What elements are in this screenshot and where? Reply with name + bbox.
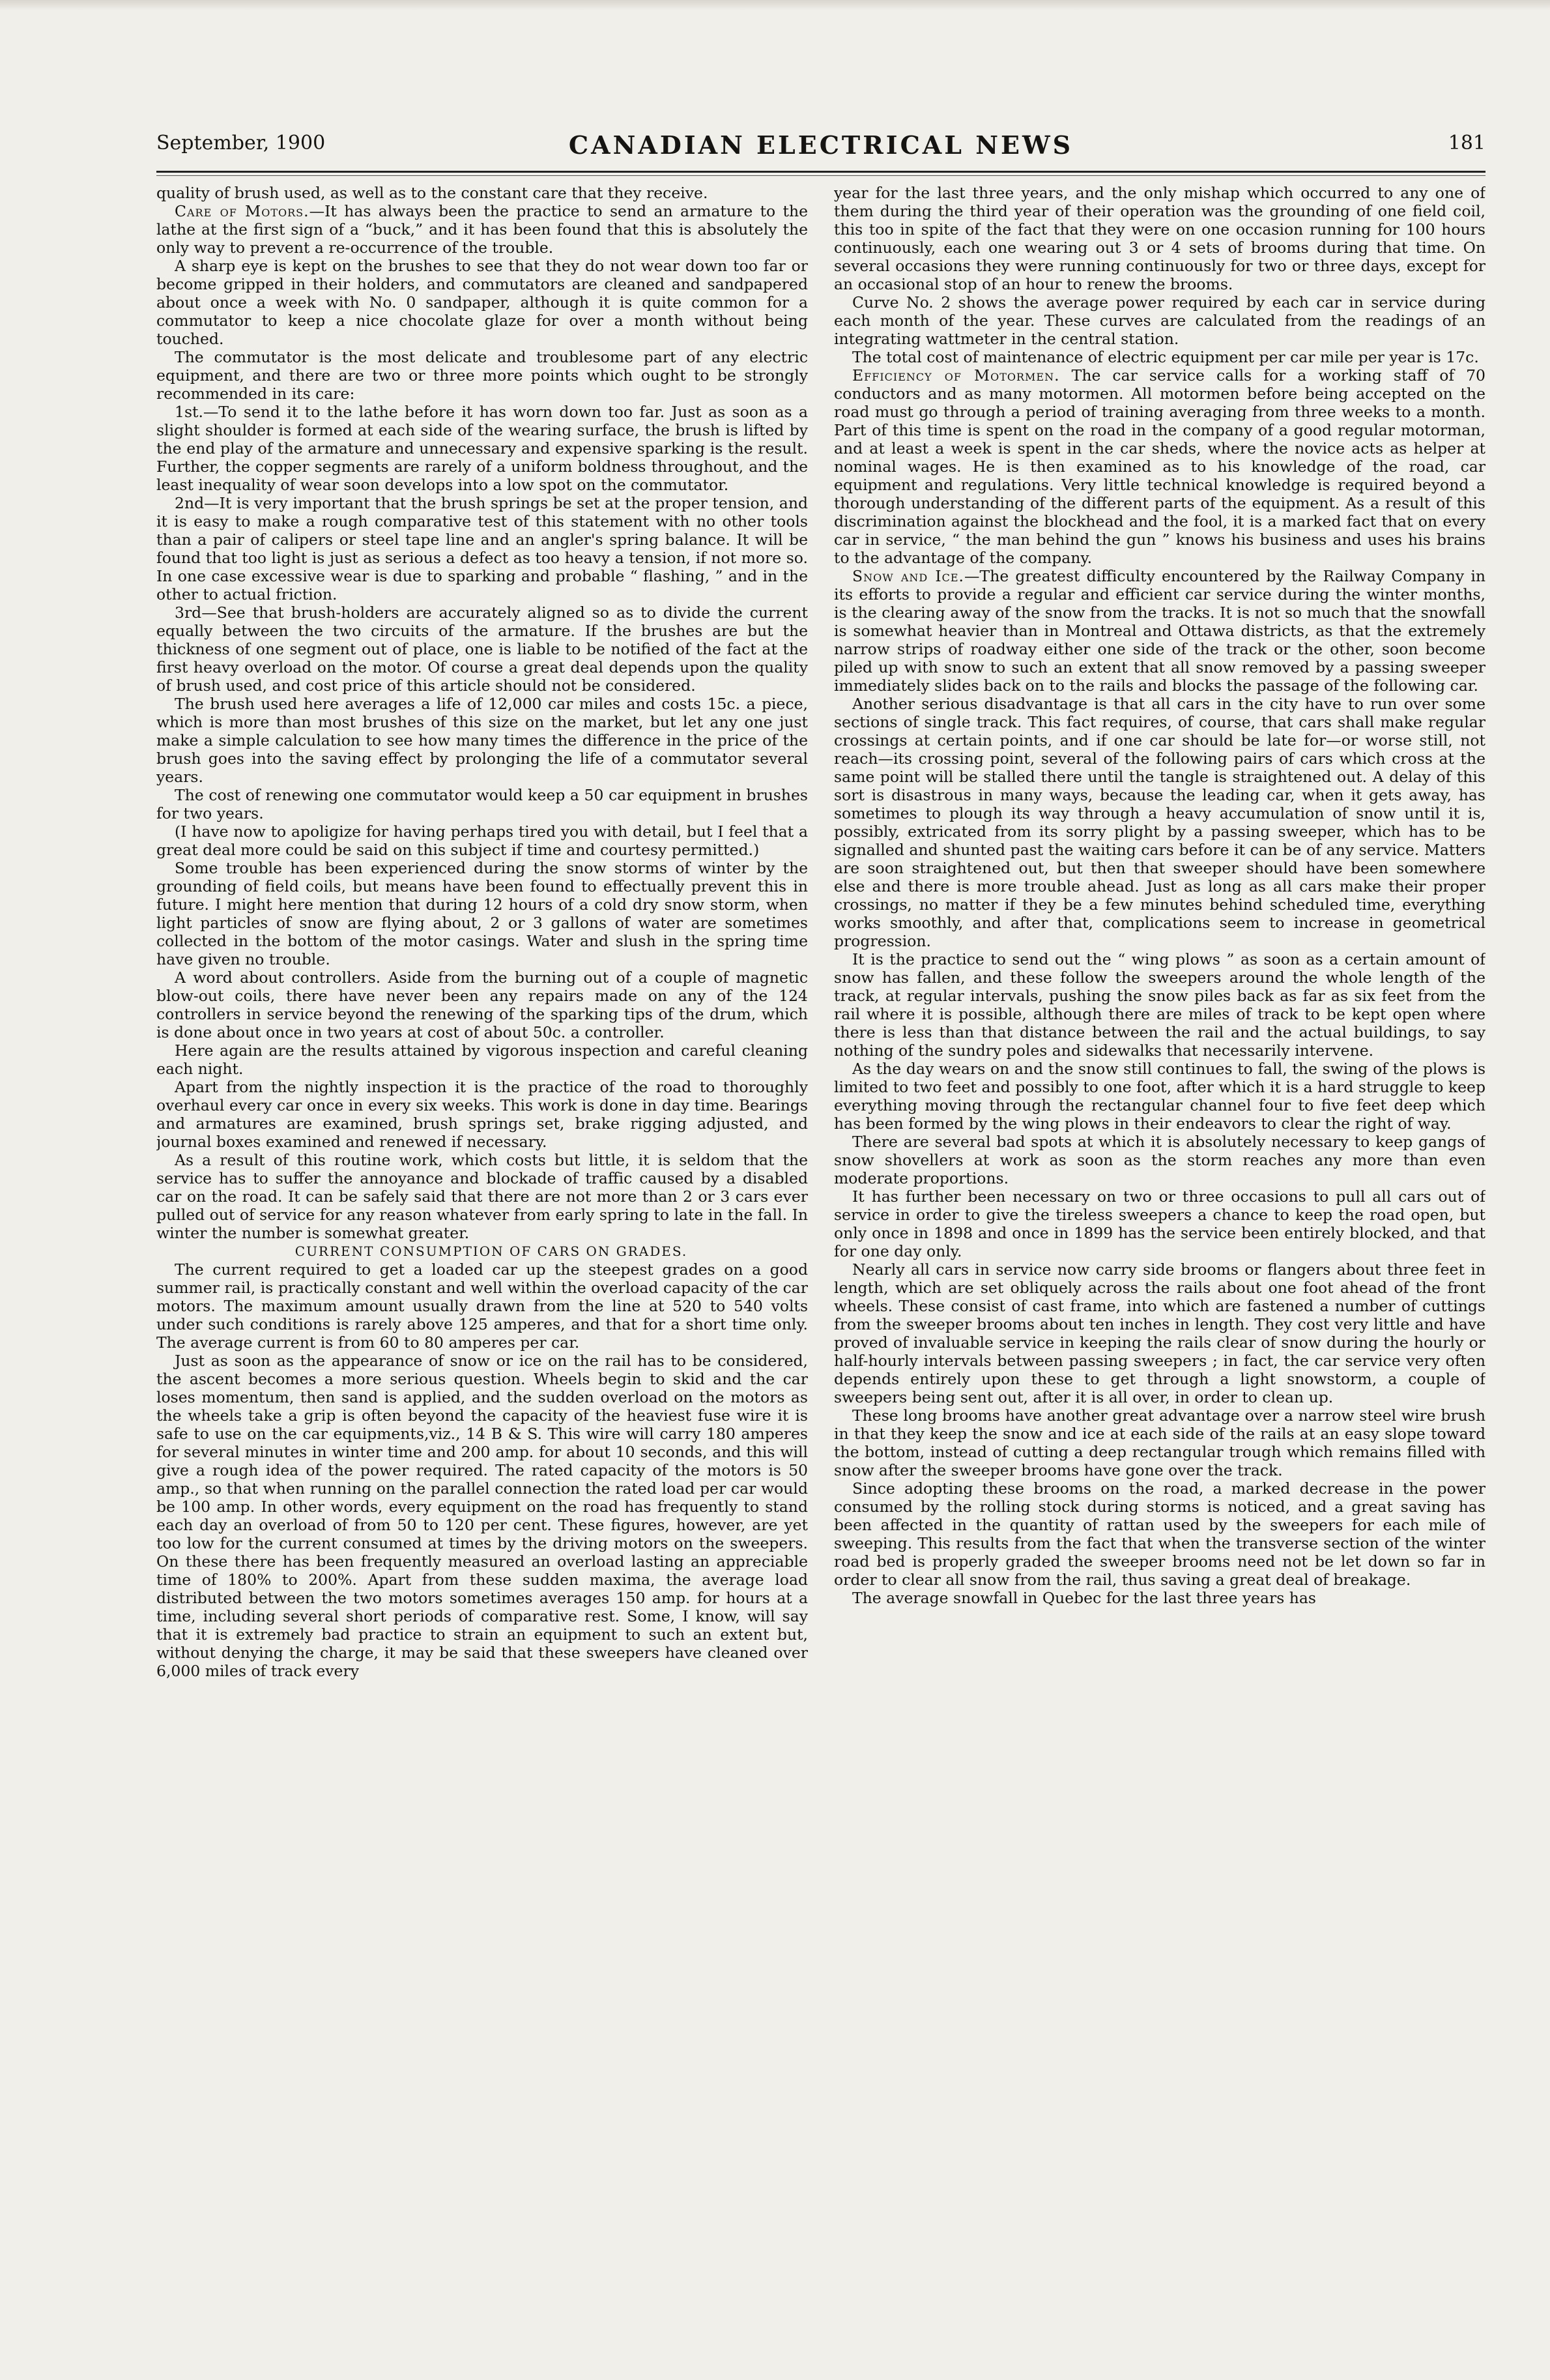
paragraph: It is the practice to send out the “ wing plows ” as soon as a certain amount of snow has fallen, and these follow the sweepers around the whole length of the track, at regular intervals, pushing the snow piles back as far as six feet from the rail where it is possible, although there are miles of track to be kept open where there is less than that distance between the rail and the actual buildings, to say nothing of the sundry poles and sidewalks that necessarily intervene. [834, 950, 1485, 1060]
paragraph: 2nd—It is very important that the brush springs be set at the proper tension, and it is easy to make a rough comparative test of this statement with no other tools than a pair of calipers or steel tape line and an angler's spring balance. It will be found that too light is just as serious a defect as too heavy a tension, if not more so. In one case excessive wear is due to sparking and probable “ flashing, ” and in the other to actual friction. [156, 494, 808, 603]
section-head: Care of Motors. [175, 202, 309, 220]
paragraph: Another serious disadvantage is that all cars in the city have to run over some sections of single track. This fact requires, of course, that cars shall make regular crossings at certain points, and if one car should be late for—or worse still, not reach—its crossing point, several of the following pairs of cars which cross at the same point will be stalled there until the tangle is straightened out. A delay of this sort is disastrous in many ways, because the leading car, when it gets away, has sometimes to plough its way through a heavy accumulation of snow until it is, possibly, extricated from its sorry plight by a passing sweeper, which has to be signalled and shunted past the waiting cars before it can be of any service. Matters are soon straightened out, but then that sweeper should have been somewhere else and there is more trouble ahead. Just as long as all cars make their proper crossings, no matter if they be a few minutes behind scheduled time, everything works smoothly, and after that, complications seem to increase in geometrical progression. [834, 695, 1485, 950]
paragraph: Efficiency of Motormen. The car service calls for a working staff of 70 conductors and as many motormen. All motormen before being accepted on the road must go through a period of training averaging from three weeks to a month. Part of this time is spent on the road in the company of a good regular motorman, and at least a week is spent in the car sheds, where the novice acts as helper at nominal wages. He is then examined as to his knowledge of the road, car equipment and regulations. Very little technical knowledge is required beyond a thorough understanding of the different parts of the equipment. As a result of this discrimination against the blockhead and the fool, it is a marked fact that on every car in service, “ the man behind the gun ” knows his business and uses his brains to the advantage of the company. [834, 366, 1485, 567]
paragraph: A word about controllers. Aside from the burning out of a couple of magnetic blow-out coils, there have never been any repairs made on any of the 124 controllers in service beyond the renewing of the sparking tips of the drum, which is done about once in two years at cost of about 50c. a controller. [156, 968, 808, 1041]
paragraph: The current required to get a loaded car up the steepest grades on a good summer rail, is practically constant and well within the overload capacity of the car motors. The maximum amount usually drawn from the line at 520 to 540 volts under such conditions is rarely above 125 amperes, and that for a short time only. The average current is from 60 to 80 amperes per car. [156, 1260, 808, 1352]
paragraph: It has further been necessary on two or three occasions to pull all cars out of service in order to give the tireless sweepers a chance to keep the road open, but only once in 1898 and once in 1899 has the service been entirely blocked, and that for one day only. [834, 1187, 1485, 1260]
journal-title: CANADIAN ELECTRICAL NEWS [568, 130, 1074, 160]
paragraph: As the day wears on and the snow still continues to fall, the swing of the plows is limited to two feet and possibly to one foot, after which it is a hard struggle to keep everything moving through the rectangular channel four to five feet deep which has been formed by the wing plows in their endeavors to clear the right of way. [834, 1060, 1485, 1133]
paragraph: A sharp eye is kept on the brushes to see that they do not wear down too far or become gripped in their holders, and commutators are cleaned and sandpapered about once a week with No. 0 sandpaper, although it is quite common for a commutator to keep a nice chocolate glaze for over a month without being touched. [156, 257, 808, 348]
page-header [156, 130, 1485, 169]
paragraph: These long brooms have another great advantage over a narrow steel wire brush in that they keep the snow and ice at each side of the rails at an easy slope toward the bottom, instead of cutting a deep rectangular trough which remains filled with snow after the sweeper brooms have gone over the track. [834, 1406, 1485, 1479]
scan-edge [0, 0, 1550, 10]
paragraph: Care of Motors.—It has always been the practice to send an armature to the lathe at the first sign of a “buck,” and it has been found that this is absolutely the only way to prevent a re-occurrence of the trouble. [156, 202, 808, 257]
paragraph: There are several bad spots at which it is absolutely necessary to keep gangs of snow shovellers at work as soon as the storm reaches any more than even moderate proportions. [834, 1133, 1485, 1187]
paragraph: Nearly all cars in service now carry side brooms or flangers about three feet in length, which are set obliquely across the rails about one foot ahead of the front wheels. These consist of cast frame, into which are fastened a number of cuttings from the sweeper brooms about ten inches in length. They cost very little and have proved of invaluable service in keeping the rails clear of snow during the hourly or half-hourly intervals between passing sweepers ; in fact, the car service very often depends entirely upon these to get through a light snowstorm, a couple of sweepers being sent out, after it is all over, in order to clean up. [834, 1260, 1485, 1406]
paragraph: The brush used here averages a life of 12,000 car miles and costs 15c. a piece, which is more than most brushes of this size on the market, but let any one just make a simple calculation to see how many times the difference in the price of the brush goes into the saving effect by prolonging the life of a commutator several years. [156, 695, 808, 786]
paragraph: The cost of renewing one commutator would keep a 50 car equipment in brushes for two years. [156, 786, 808, 822]
header-rule [156, 171, 1485, 173]
paragraph: quality of brush used, as well as to the constant care that they receive. [156, 184, 708, 202]
issue-date: September, 1900 [156, 132, 326, 154]
paragraph: year for the last three years, and the only mishap which occurred to any one of them during the third year of their operation was the grounding of one field coil, this too in spite of the fact that they were on one occasion running for 100 hours continuously, each one wearing out 3 or 4 sets of brooms during that time. On several occasions they were running continuously for two or three days, except for an occasional stop of an hour to renew the brooms. [834, 184, 1485, 293]
paragraph: Here again are the results attained by vigorous inspection and careful cleaning each night. [156, 1041, 808, 1078]
paragraph: (I have now to apoligize for having perhaps tired you with detail, but I feel that a great deal more could be said on this subject if time and courtesy permitted.) [156, 822, 808, 859]
left-column [156, 184, 808, 2360]
paragraph: Apart from the nightly inspection it is the practice of the road to thoroughly overhaul every car once in every six weeks. This work is done in day time. Bearings and armatures are examined, brush springs set, brake rigging adjusted, and journal boxes examined and renewed if necessary. [156, 1078, 808, 1151]
paragraph: The commutator is the most delicate and troublesome part of any electric equipment, and there are two or three more points which ought to be strongly recommended in its care: [156, 348, 808, 403]
paragraph: 3rd—See that brush-holders are accurately aligned so as to divide the current equally between the two circuits of the armature. If the brushes are but the thickness of one segment out of place, one is liable to be notified of the fact at the first heavy overload on the motor. Of course a great deal depends upon the quality of brush used, and cost price of this article should not be considered. [156, 603, 808, 695]
header-rule-thin [156, 175, 1485, 176]
paragraph: Since adopting these brooms on the road, a marked decrease in the power consumed by the rolling stock during storms is noticed, and a great saving has been affected in the quantity of rattan used by the sweepers for each mile of sweeping. This results from the fact that when the transverse section of the winter road bed is properly graded the sweeper brooms need not be let down so far in order to clear all snow from the rail, thus saving a great deal of breakage. [834, 1479, 1485, 1589]
section-head: Efficiency of Motormen. [852, 366, 1060, 385]
paragraph: Just as soon as the appearance of snow or ice on the rail has to be considered, the ascent becomes a more serious question. Wheels begin to skid and the car loses momentum, then sand is applied, and the sudden overload on the motors as the wheels take a grip is often beyond the capacity of the heaviest fuse wire it is safe to use on the car equipments,viz., 14 B & S. This wire will carry 180 amperes for several minutes in winter time and 200 amp. for about 10 seconds, and this will give a rough idea of the power required. The rated capacity of the motors is 50 amp., so that when running on the parallel connection the rated load per car would be 100 amp. In other words, every equipment on the road has frequently to stand each day an overload of from 50 to 120 per cent. These figures, however, are yet too low for the current consumed at times by the driving motors on the sweepers. On these there has been frequently measured an overload lasting an appreciable time of 180% to 200%. Apart from these sudden maxima, the average load distributed between the two motors sometimes averages 150 amp. for hours at a time, including several short periods of comparative rest. Some, I know, will say that it is extremely bad practice to strain an equipment to such an extent but, without denying the charge, it may be said that these sweepers have cleaned over 6,000 miles of track every [156, 1352, 808, 1680]
subheading: CURRENT CONSUMPTION OF CARS ON GRADES. [294, 1243, 688, 1259]
right-column [834, 184, 1485, 2360]
paragraph: Snow and Ice.—The greatest difficulty encountered by the Railway Company in its efforts to provide a regular and efficient car service during the winter months, is the clearing away of the snow from the tracks. It is not so much that the snowfall is somewhat heavier than in Montreal and Ottawa districts, as that the extremely narrow strips of roadway either one side of the track or the other, soon become piled up with snow to such an extent that all snow removed by a passing sweeper immediately slides back on to the rails and blocks the passage of the following car. [834, 567, 1485, 695]
paragraph: The total cost of maintenance of electric equipment per car mile per year is 17c. [852, 348, 1479, 366]
paragraph: Some trouble has been experienced during the snow storms of winter by the grounding of field coils, but means have been found to effectually prevent this in future. I might here mention that during 12 hours of a cold dry snow storm, when light particles of snow are flying about, 2 or 3 gallons of water are sometimes collected in the bottom of the motor casings. Water and slush in the spring time have given no trouble. [156, 859, 808, 968]
paragraph: As a result of this routine work, which costs but little, it is seldom that the service has to suffer the annoyance and blockade of traffic caused by a disabled car on the road. It can be safely said that there are not more than 2 or 3 cars ever pulled out of service for any reason whatever from early spring to late in the fall. In winter the number is somewhat greater. [156, 1151, 808, 1242]
page-number: 181 [1448, 132, 1485, 154]
paragraph: Curve No. 2 shows the average power required by each car in service during each month of the year. These curves are calculated from the readings of an integrating wattmeter in the central station. [834, 293, 1485, 348]
paragraph: 1st.—To send it to the lathe before it has worn down too far. Just as soon as a slight shoulder is formed at each side of the wearing surface, the brush is lifted by the end play of the armature and unnecessary and expensive sparking is the result. Further, the copper segments are rarely of a uniform boldness throughout, and the least inequality of wear soon develops into a low spot on the commutator. [156, 403, 808, 494]
section-head: Snow and Ice. [852, 567, 965, 585]
paragraph: The average snowfall in Quebec for the last three years has [852, 1589, 1316, 1607]
